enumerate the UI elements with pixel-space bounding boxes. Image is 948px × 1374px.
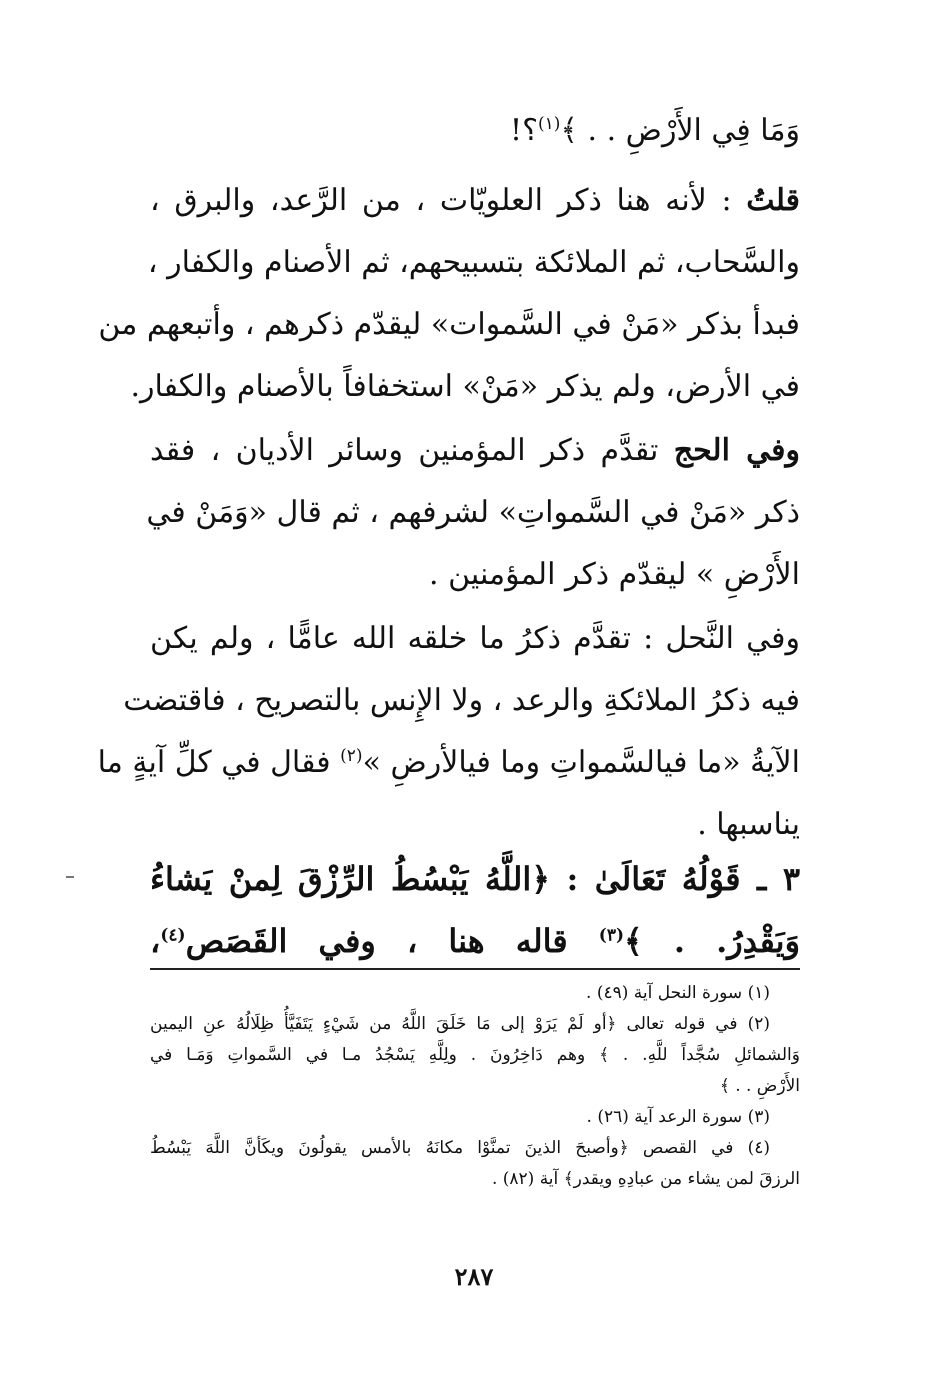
opening-line xyxy=(150,100,800,162)
scan-mark xyxy=(66,876,74,878)
footnote-2-line-3: الأَرْضِ . . ﴾ xyxy=(719,1076,800,1096)
para-3-line-3-end: فقال في كلِّ آيةٍ ما xyxy=(97,745,331,780)
para-2-line-2: ذكر «مَنْ في السَّمواتِ» لشرفهم ، ثم قال «وَمَنْ في xyxy=(146,495,800,530)
footnote-ref-1[interactable]: (١) xyxy=(538,114,561,134)
verse-fragment: وَمَا فِي الأَرْضِ . . ﴾ xyxy=(560,113,800,148)
para-1-line-3: فبدأ بذكر «مَنْ في السَّموات» ليقدّم ذكرهم ، وأتبعهم من xyxy=(98,307,800,342)
para-2-line-1-text: تقدَّم ذكر المؤمنين وسائر الأديان ، فقد xyxy=(150,433,659,468)
verse-start: : ﴿اللَّهُ يَبْسُطُ الرِّزْقَ لِمنْ يَشاءُ xyxy=(150,860,579,898)
section-3-line-2 xyxy=(150,910,800,972)
footnote-2-line-1: (٢) في قوله تعالى ﴿أو لَمْ يَرَوْ إلى مَا خَلَقَ اللَّهُ من شَيْءٍ يَتَفَيَّأُ ظِلَالُهُ عنِ اليمين xyxy=(150,1014,770,1034)
footnote-2-line-2: وَالشمائلِ سُجَّداً للَّهِ. . ﴾ وهم دَاخِرُونَ . ولِلَّهِ يَسْجُدُ مـا في السَّمواتِ وَمَـا في xyxy=(150,1045,800,1065)
paragraph-al-hajj xyxy=(146,420,800,606)
para-3-line-1: وفي النَّحل : تقدَّم ذكرُ ما خلقه الله عامًّا ، ولم يكن xyxy=(150,621,800,656)
paragraph-qultu xyxy=(98,170,800,418)
footnote-ref-2[interactable]: (٢) xyxy=(340,746,363,766)
footnote-ref-4[interactable]: (٤) xyxy=(160,925,186,946)
footnote-4-line-1: (٤) في القصص ﴿وأصبحَ الذينَ تمنَّوْا مكانَهُ بالأمس يقولُونَ ويكَأنَّ اللَّهَ يَبْسُطُ xyxy=(150,1138,770,1158)
footnote-4-line-2: الرزقَ لمن يشاء من عبادِهِ ويقدر﴾ آية (٨٢) . xyxy=(491,1169,800,1189)
section-3-heading xyxy=(150,848,800,972)
qawluhu-taala: قَوْلُهُ تَعَالَىٰ xyxy=(594,860,741,898)
para-2-lead-word: وفي الحج xyxy=(673,433,800,468)
para-3-line-3 xyxy=(97,732,800,794)
para-1-line-2: والسَّحاب، ثم الملائكة بتسبيحهم، ثم الأصنام والكفار ، xyxy=(147,245,800,280)
page-number: ٢٨٧ xyxy=(454,1262,494,1291)
para-1-line-1 xyxy=(150,170,800,232)
para-1-lead-word: قلتُ xyxy=(746,183,800,218)
para-3-line-3-start: الآيةُ «ما فيالسَّمواتِ وما فيالأرضِ » xyxy=(362,745,800,780)
para-3-line-4: يناسبها . xyxy=(697,807,800,842)
verse-end: وَيَقْدِرُ. . ﴾ xyxy=(624,922,801,960)
para-1-line-1-text: : لأنه هنا ذكر العلويّات ، من الرَّعد، والبرق ، xyxy=(150,183,732,218)
section-number: ٣ ـ xyxy=(756,860,801,898)
footnote-ref-3[interactable]: (٣) xyxy=(598,925,625,946)
footnote-3: (٣) سورة الرعد آية (٢٦) . xyxy=(586,1107,770,1127)
footnote-divider xyxy=(150,968,800,970)
para-2-line-1 xyxy=(150,420,800,482)
punctuation: ؟! xyxy=(510,113,538,148)
footnote-1: (١) سورة النحل آية (٤٩) . xyxy=(586,983,770,1003)
para-3-line-2: فيه ذكرُ الملائكةِ والرعد ، ولا الإِنس بالتصريح ، فاقتضت xyxy=(123,683,800,718)
paragraph-an-nahl xyxy=(97,608,800,856)
footnotes xyxy=(150,978,800,1195)
comma: ، xyxy=(150,922,161,960)
section-3-line-1 xyxy=(150,848,800,910)
qalahu-huna: قاله هنا ، وفي القَصَص xyxy=(185,922,568,960)
para-1-line-4: في الأرض، ولم يذكر «مَنْ» استخفافاً بالأصنام والكفار. xyxy=(130,369,800,404)
para-2-line-3: الأَرْضِ » ليقدّم ذكر المؤمنين . xyxy=(429,557,800,592)
opening-line-text xyxy=(150,100,800,162)
